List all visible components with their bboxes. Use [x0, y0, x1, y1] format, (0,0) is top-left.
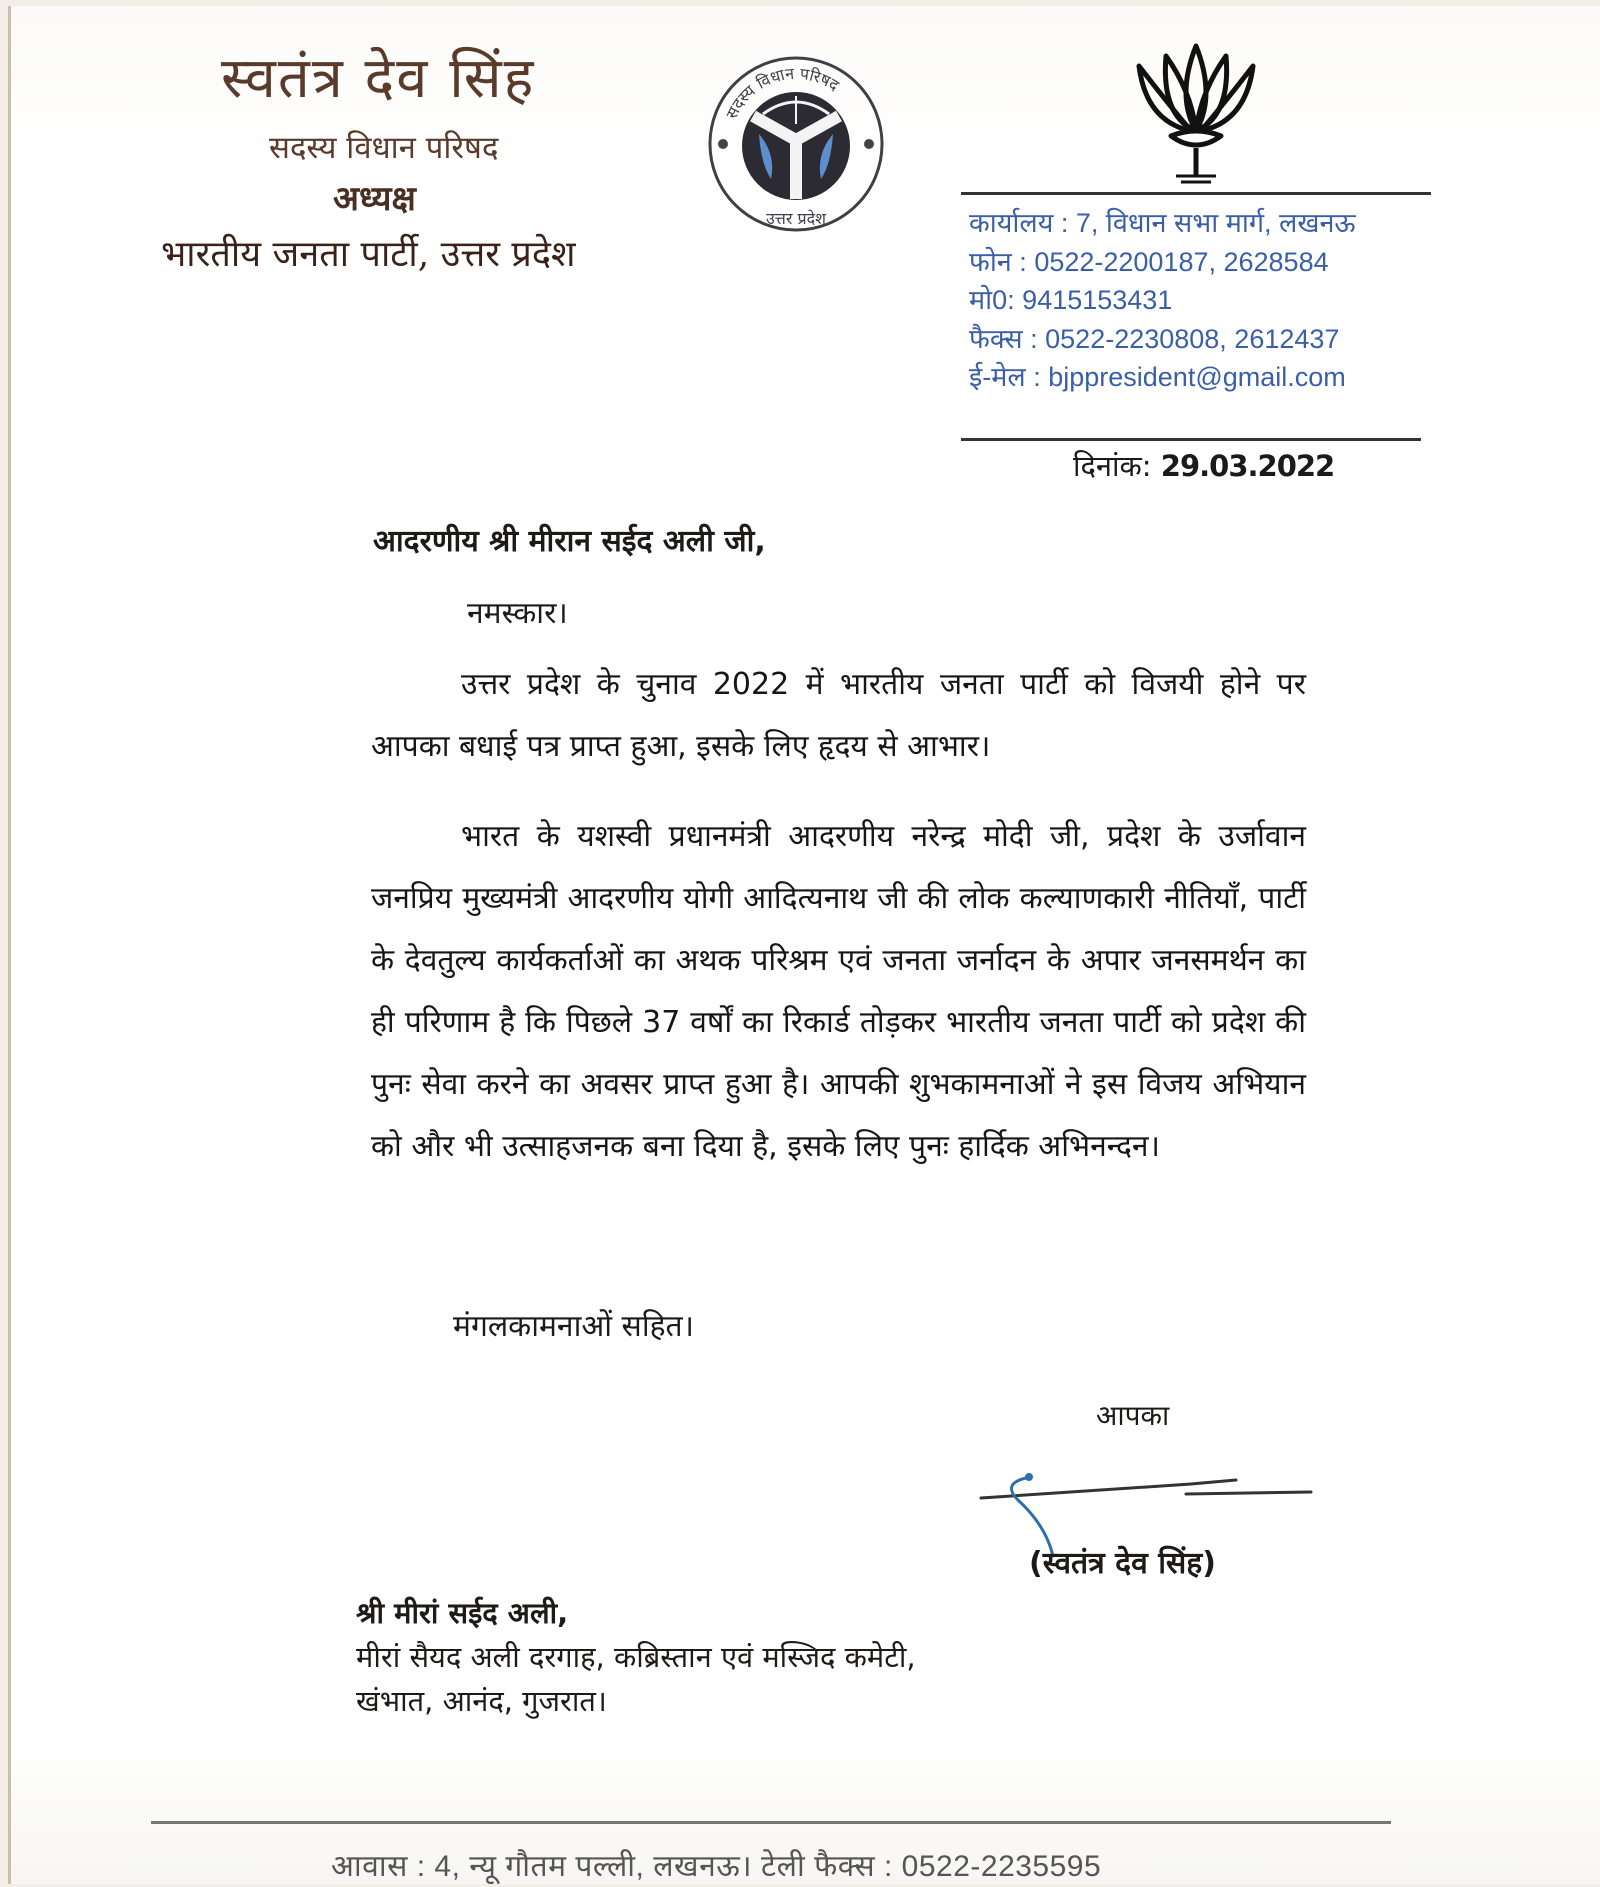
recipient-line-1: मीरां सैयद अली दरगाह, कब्रिस्तान एवं मस्जिद कमेटी,	[356, 1640, 916, 1674]
contact-office: कार्यालय : 7, विधान सभा मार्ग, लखनऊ	[969, 208, 1356, 238]
paragraph-1: उत्तर प्रदेश के चुनाव 2022 में भारतीय जनता पार्टी को विजयी होने पर आपका बधाई पत्र प्राप्त हुआ, इसके लिए हृदय से आभार।	[371, 667, 1306, 764]
up-emblem-icon	[701, 54, 891, 234]
contact-fax: फैक्स : 0522-2230808, 2612437	[969, 323, 1340, 354]
footer-rule	[151, 1821, 1391, 1824]
greeting: नमस्कार।	[467, 596, 568, 631]
signatory-name: (स्वतंत्र देव सिंह)	[1029, 1546, 1216, 1581]
contact-phone: फोन : 0522-2200187, 2628584	[969, 246, 1329, 277]
date-value: 29.03.2022	[1160, 449, 1335, 483]
contact-mobile: मो0: 9415153431	[969, 285, 1173, 315]
yours: आपका	[1096, 1399, 1170, 1432]
contact-block	[969, 204, 1356, 397]
letter-date	[1073, 446, 1334, 485]
letterhead-name: स्वतंत्र देव सिंह	[221, 46, 536, 111]
contact-bottom-rule	[961, 438, 1421, 441]
footer-address: आवास : 4, न्यू गौतम पल्ली, लखनऊ। टेली फैक्स : 0522-2235595	[331, 1850, 1102, 1883]
letterhead-designation-2: अध्यक्ष	[333, 179, 416, 219]
svg-text:उत्तर प्रदेश: उत्तर प्रदेश	[766, 209, 826, 228]
recipient-line-2: खंभात, आनंद, गुजरात।	[356, 1684, 607, 1718]
letterhead-designation-1: सदस्य विधान परिषद	[269, 130, 499, 166]
contact-top-rule	[961, 192, 1431, 195]
svg-text:सदस्य विधान परिषद: सदस्य विधान परिषद	[721, 63, 843, 122]
date-label: दिनांक:	[1073, 449, 1152, 483]
contact-email: ई-मेल : bjppresident@gmail.com	[969, 362, 1346, 392]
closing: मंगलकामनाओं सहित।	[453, 1309, 694, 1344]
lotus-icon	[1121, 36, 1271, 186]
letter-page	[8, 6, 1600, 1884]
salutation: आदरणीय श्री मीरान सईद अली जी,	[373, 524, 766, 559]
recipient-name: श्री मीरां सईद अली,	[356, 1596, 569, 1630]
recipient-address	[356, 1591, 916, 1723]
letterhead-organization: भारतीय जनता पार्टी, उत्तर प्रदेश	[161, 234, 576, 275]
paragraph-2: भारत के यशस्वी प्रधानमंत्री आदरणीय नरेन्द्र मोदी जी, प्रदेश के उर्जावान जनप्रिय मुख्यमंत्री आदरणीय योगी आदित्यनाथ जी की लोक कल्याणकारी नीतियाँ, पार्टी के देवतुल्य कार्यकर्ताओं का अथक परिश्रम एवं जनता जर्नादन के अपार जनसमर्थन का ही परिणाम है कि पिछले 37 वर्षों का रिकार्ड तोड़कर भारतीय जनता पार्टी को प्रदेश की पुनः सेवा करने का अवसर प्राप्त हुआ है। आपकी शुभकामनाओं ने इस विजय अभियान को और भी उत्साहजनक बना दिया है, इसके लिए पुनः हार्दिक अभिनन्दन।	[371, 819, 1306, 1164]
